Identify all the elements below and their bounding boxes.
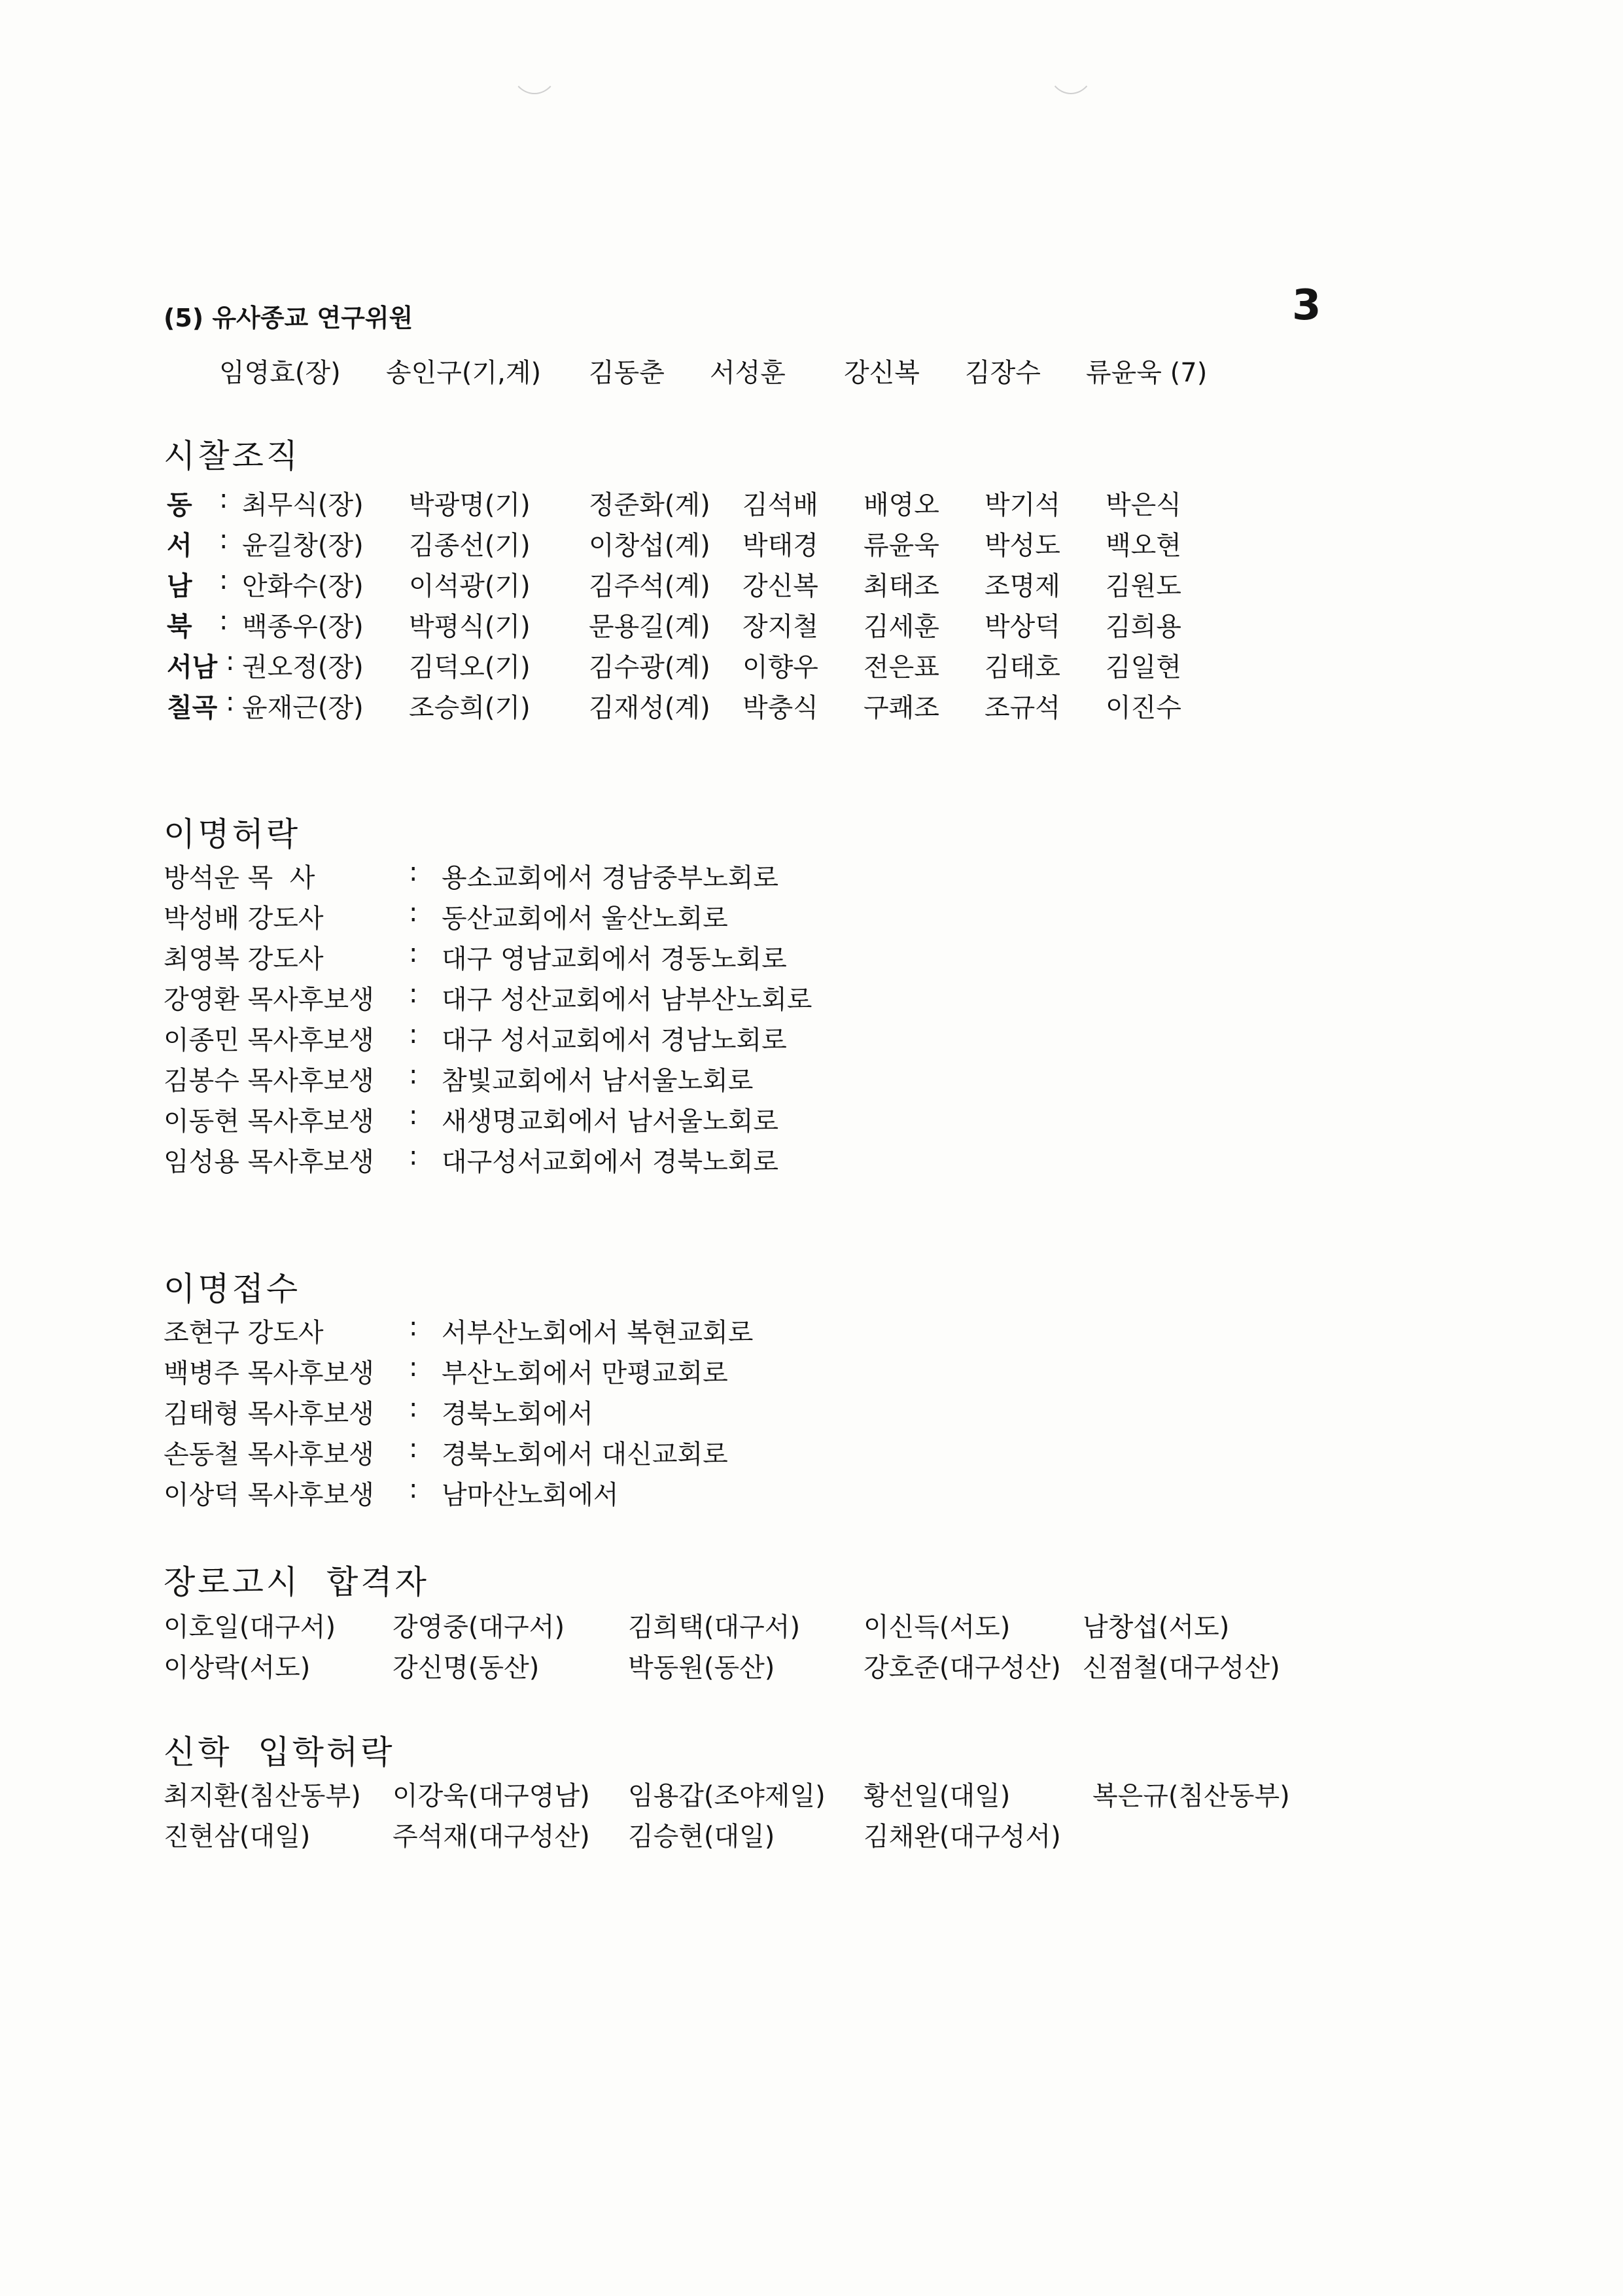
transfer-detail: 남마산노회에서 <box>442 1480 619 1510</box>
inspection-row <box>0 565 1623 605</box>
person-name: 김봉수 목사후보생 <box>164 1066 374 1096</box>
passer-name: 김희택(대구서) <box>628 1612 801 1642</box>
transfer-approval-row <box>0 1019 1623 1059</box>
separator: : <box>409 1141 418 1171</box>
admitted-name: 황선일(대일) <box>864 1781 1011 1811</box>
passer-name: 강영중(대구서) <box>393 1612 565 1642</box>
admitted-name: 임용갑(조야제일) <box>628 1781 826 1811</box>
admitted-name: 주석재(대구성산) <box>393 1822 590 1852</box>
inspector-name: 안화수(장) <box>242 571 364 601</box>
inspector-name: 박기석 <box>985 490 1060 520</box>
passer-name: 남창섭(서도) <box>1083 1612 1230 1642</box>
inspection-row <box>0 687 1623 726</box>
inspection-title: 시찰조직 <box>164 437 301 475</box>
inspector-name: 박평식(기) <box>409 612 531 642</box>
inspector-name: 박광명(기) <box>409 490 531 520</box>
inspector-name: 배영오 <box>864 490 939 520</box>
separator: : <box>409 938 418 968</box>
inspector-name: 윤재근(장) <box>242 693 364 723</box>
person-name: 조현구 강도사 <box>164 1318 324 1348</box>
inspector-name: 이향우 <box>742 652 818 682</box>
transfer-received-title: 이명접수 <box>164 1270 301 1308</box>
separator: : <box>219 525 228 555</box>
transfer-detail: 용소교회에서 경남중부노회로 <box>442 863 779 893</box>
inspection-row <box>0 606 1623 645</box>
inspection-row <box>0 484 1623 523</box>
member-name: 김동춘 <box>589 358 665 388</box>
transfer-approval-row <box>0 979 1623 1018</box>
passer-name: 박동원(동산) <box>628 1653 775 1683</box>
separator: : <box>226 646 235 677</box>
transfer-received-row <box>0 1352 1623 1392</box>
separator: : <box>409 898 418 928</box>
person-name: 최영복 강도사 <box>164 944 324 974</box>
inspector-name: 김석배 <box>742 490 818 520</box>
transfer-detail: 동산교회에서 울산노회로 <box>442 904 728 934</box>
member-name: 서성훈 <box>710 358 786 388</box>
inspector-name: 윤길창(장) <box>242 531 364 561</box>
member-name: 송인구(기,계) <box>386 358 542 388</box>
inspector-name: 박성도 <box>985 531 1060 561</box>
inspector-name: 박태경 <box>742 531 818 561</box>
passer-name: 강신명(동산) <box>393 1653 540 1683</box>
inspector-name: 장지철 <box>742 612 818 642</box>
person-name: 김태형 목사후보생 <box>164 1399 374 1429</box>
region-label: 남 <box>167 571 192 601</box>
person-name: 임성용 목사후보생 <box>164 1147 374 1177</box>
inspector-name: 김일현 <box>1106 652 1181 682</box>
inspector-name: 강신복 <box>742 571 818 601</box>
region-label: 동 <box>167 490 192 520</box>
inspector-name: 이진수 <box>1106 693 1181 723</box>
transfer-detail: 부산노회에서 만평교회로 <box>442 1358 728 1388</box>
passer-name: 강호준(대구성산) <box>864 1653 1061 1683</box>
seminary-admission-row <box>0 1816 1623 1855</box>
separator: : <box>409 857 418 887</box>
member-name: 류윤욱 (7) <box>1086 358 1208 388</box>
inspector-name: 조명제 <box>985 571 1060 601</box>
inspector-name: 최무식(장) <box>242 490 364 520</box>
transfer-approval-row <box>0 938 1623 978</box>
punch-hole-mark-right <box>1047 36 1095 94</box>
inspector-name: 백오현 <box>1106 531 1181 561</box>
region-label: 서남 <box>167 652 218 682</box>
admitted-name: 이강욱(대구영남) <box>393 1781 590 1811</box>
inspector-name: 류윤욱 <box>864 531 939 561</box>
region-label: 서 <box>167 531 192 561</box>
transfer-received-row <box>0 1393 1623 1432</box>
inspection-row <box>0 646 1623 686</box>
person-name: 손동철 목사후보생 <box>164 1439 374 1470</box>
inspector-name: 구쾌조 <box>864 693 939 723</box>
transfer-approval-row <box>0 857 1623 896</box>
region-label: 북 <box>167 612 192 642</box>
inspector-name: 김세훈 <box>864 612 939 642</box>
admitted-name: 김채완(대구성서) <box>864 1822 1061 1852</box>
inspector-name: 김태호 <box>985 652 1060 682</box>
transfer-detail: 새생명교회에서 남서울노회로 <box>442 1106 779 1137</box>
inspector-name: 김원도 <box>1106 571 1181 601</box>
separator: : <box>409 1019 418 1050</box>
transfer-detail: 서부산노회에서 복현교회로 <box>442 1318 754 1348</box>
section-5-members <box>0 352 1623 391</box>
inspector-name: 김희용 <box>1106 612 1181 642</box>
transfer-detail: 대구 영남교회에서 경동노회로 <box>442 944 787 974</box>
transfer-detail: 경북노회에서 대신교회로 <box>442 1439 728 1470</box>
separator: : <box>409 1060 418 1090</box>
region-label: 칠곡 <box>167 693 218 723</box>
person-name: 강영환 목사후보생 <box>164 985 374 1015</box>
elder-exam-row <box>0 1606 1623 1646</box>
separator: : <box>409 1393 418 1423</box>
transfer-approval-title: 이명허락 <box>164 815 301 853</box>
seminary-admission-row <box>0 1775 1623 1814</box>
separator: : <box>409 1434 418 1464</box>
inspector-name: 김주석(계) <box>589 571 710 601</box>
transfer-approval-row <box>0 1141 1623 1180</box>
separator: : <box>226 687 235 717</box>
separator: : <box>409 1474 418 1504</box>
separator: : <box>219 484 228 514</box>
admitted-name: 최지환(침산동부) <box>164 1781 361 1811</box>
inspector-name: 이창섭(계) <box>589 531 710 561</box>
person-name: 박성배 강도사 <box>164 904 324 934</box>
separator: : <box>409 979 418 1009</box>
member-name: 강신복 <box>844 358 920 388</box>
inspector-name: 박은식 <box>1106 490 1181 520</box>
inspector-name: 박상덕 <box>985 612 1060 642</box>
separator: : <box>219 565 228 595</box>
member-name: 임영효(장) <box>219 358 341 388</box>
inspector-name: 김수광(계) <box>589 652 710 682</box>
member-name: 김장수 <box>965 358 1041 388</box>
inspector-name: 박충식 <box>742 693 818 723</box>
passer-name: 이신득(서도) <box>864 1612 1011 1642</box>
separator: : <box>219 606 228 636</box>
passer-name: 신점철(대구성산) <box>1083 1653 1280 1683</box>
seminary-admission-title: 신학 입학허락 <box>164 1733 395 1771</box>
separator: : <box>409 1101 418 1131</box>
admitted-name: 김승현(대일) <box>628 1822 775 1852</box>
elder-exam-title: 장로고시 합격자 <box>164 1563 429 1601</box>
separator: : <box>409 1352 418 1383</box>
transfer-detail: 대구성서교회에서 경북노회로 <box>442 1147 779 1177</box>
inspector-name: 김종선(기) <box>409 531 531 561</box>
inspector-name: 최태조 <box>864 571 939 601</box>
transfer-approval-row <box>0 1060 1623 1099</box>
inspector-name: 문용길(계) <box>589 612 710 642</box>
person-name: 방석운 목 사 <box>164 863 315 893</box>
separator: : <box>409 1312 418 1342</box>
person-name: 이상덕 목사후보생 <box>164 1480 374 1510</box>
admitted-name: 복은규(침산동부) <box>1092 1781 1290 1811</box>
transfer-detail: 대구 성산교회에서 남부산노회로 <box>442 985 812 1015</box>
inspector-name: 조승희(기) <box>409 693 531 723</box>
transfer-received-row <box>0 1474 1623 1513</box>
passer-name: 이호일(대구서) <box>164 1612 336 1642</box>
inspection-row <box>0 525 1623 564</box>
inspector-name: 김재성(계) <box>589 693 710 723</box>
page-number: 3 <box>1292 281 1321 330</box>
passer-name: 이상락(서도) <box>164 1653 311 1683</box>
inspector-name: 정준화(계) <box>589 490 710 520</box>
transfer-received-row <box>0 1312 1623 1351</box>
person-name: 이동현 목사후보생 <box>164 1106 374 1137</box>
inspector-name: 김덕오(기) <box>409 652 531 682</box>
elder-exam-row <box>0 1647 1623 1686</box>
punch-hole-mark-left <box>510 39 559 94</box>
inspector-name: 조규석 <box>985 693 1060 723</box>
inspector-name: 이석광(기) <box>409 571 531 601</box>
inspector-name: 백종우(장) <box>242 612 364 642</box>
transfer-approval-row <box>0 898 1623 937</box>
person-name: 백병주 목사후보생 <box>164 1358 374 1388</box>
transfer-approval-row <box>0 1101 1623 1140</box>
section-5-title: (5) 유사종교 연구위원 <box>164 304 413 332</box>
person-name: 이종민 목사후보생 <box>164 1025 374 1055</box>
inspector-name: 전은표 <box>864 652 939 682</box>
transfer-detail: 경북노회에서 <box>442 1399 593 1429</box>
transfer-received-row <box>0 1434 1623 1473</box>
transfer-detail: 참빛교회에서 남서울노회로 <box>442 1066 754 1096</box>
transfer-detail: 대구 성서교회에서 경남노회로 <box>442 1025 787 1055</box>
inspector-name: 권오정(장) <box>242 652 364 682</box>
admitted-name: 진현삼(대일) <box>164 1822 311 1852</box>
